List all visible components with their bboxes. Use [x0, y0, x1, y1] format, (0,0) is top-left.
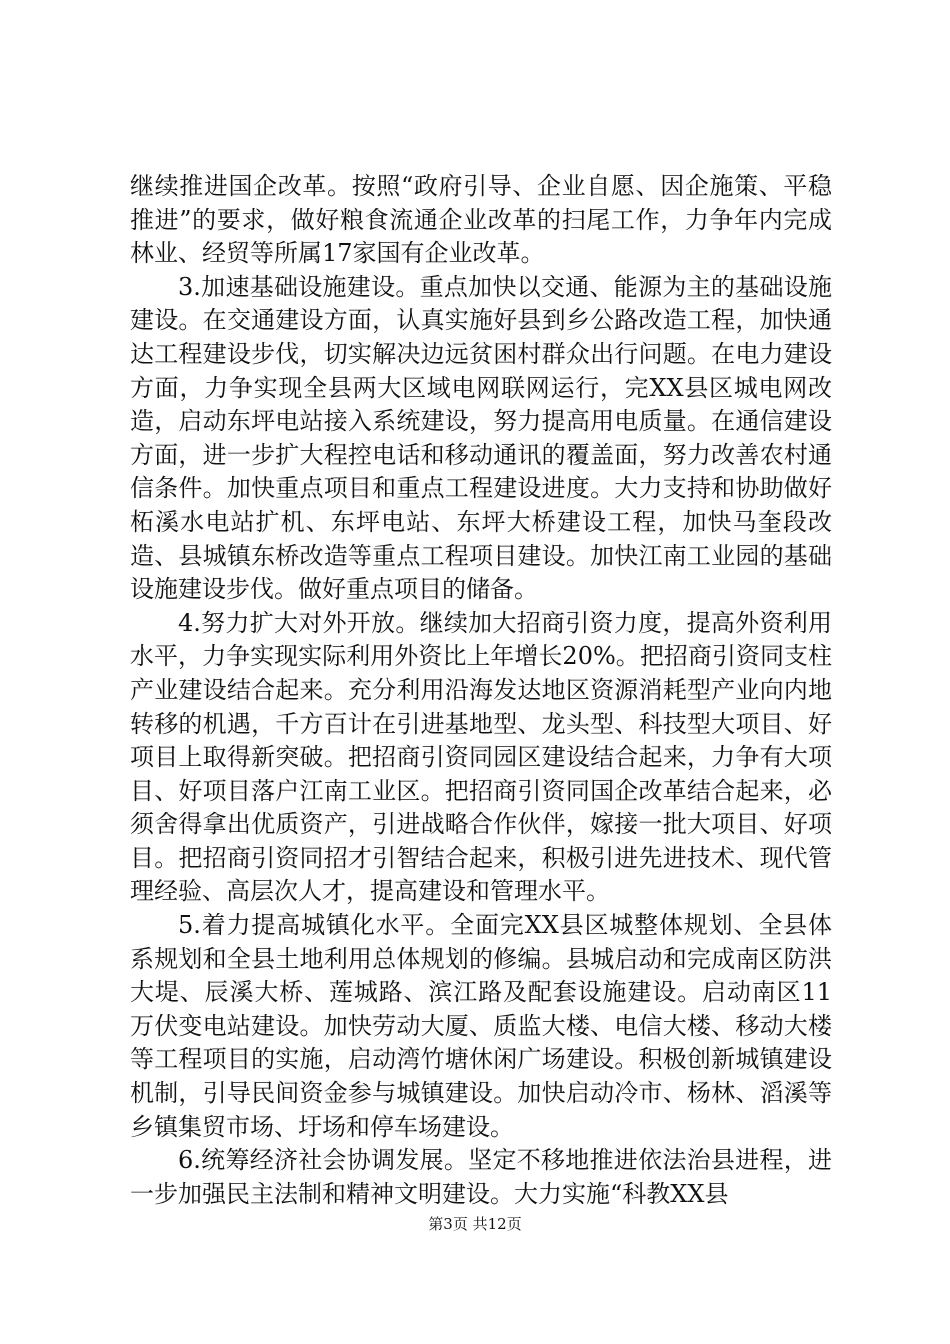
paragraph-opening-up: 4.努力扩大对外开放。继续加大招商引资力度，提高外资利用水平，力争实现实际利用外资比上年增长20%。把招商引资同支柱产业建设结合起来。充分利用沿海发达地区资源消耗型产业向内地转移的机遇，千方百计在引进基地型、龙头型、科技型大项目、好项目上取得新突破。把招商引资同园区建设结合起来，力争有大项目、好项目落户江南工业区。把招商引资同国企改革结合起来，必须舍得拿出优质资产，引进战略合作伙伴，嫁接一批大项目、好项目。把招商引资同招才引智结合起来，积极引进先进技术、现代管理经验、高层次人才，提高建设和管理水平。 [130, 608, 832, 906]
paragraph-coordinated-development: 6.统筹经济社会协调发展。坚定不移地推进依法治县进程，进一步加强民主法制和精神文明建设。大力实施“科教XX县 [130, 1146, 832, 1208]
page-number-footer: 第3页 共12页 [428, 1215, 522, 1233]
document-body [130, 170, 832, 1211]
paragraph-continuation: 继续推进国企改革。按照“政府引导、企业自愿、因企施策、平稳推进”的要求，做好粮食流通企业改革的扫尾工作，力争年内完成林业、经贸等所属17家国有企业改革。 [130, 172, 832, 268]
paragraph-urbanization: 5.着力提高城镇化水平。全面完XX县区城整体规划、全县体系规划和全县土地利用总体规划的修编。县城启动和完成南区防洪大堤、辰溪大桥、莲城路、滨江路及配套设施建设。启动南区11万伏变电站建设。加快劳动大厦、质监大楼、电信大楼、移动大楼等工程项目的实施，启动湾竹塘休闲广场建设。积极创新城镇建设机制，引导民间资金参与城镇建设。加快启动冷市、杨林、滔溪等乡镇集贸市场、圩场和停车场建设。 [130, 911, 832, 1141]
paragraph-infrastructure: 3.加速基础设施建设。重点加快以交通、能源为主的基础设施建设。在交通建设方面，认真实施好县到乡公路改造工程，加快通达工程建设步伐，切实解决边远贫困村群众出行问题。在电力建设方面，力争实现全县两大区域电网联网运行，完XX县区城电网改造，启动东坪电站接入系统建设，努力提高用电质量。在通信建设方面，进一步扩大程控电话和移动通讯的覆盖面，努力改善农村通信条件。加快重点项目和重点工程建设进度。大力支持和协助做好柘溪水电站扩机、东坪电站、东坪大桥建设工程，加快马奎段改造、县城镇东桥改造等重点工程项目建设。加快江南工业园的基础设施建设步伐。做好重点项目的储备。 [130, 272, 832, 604]
